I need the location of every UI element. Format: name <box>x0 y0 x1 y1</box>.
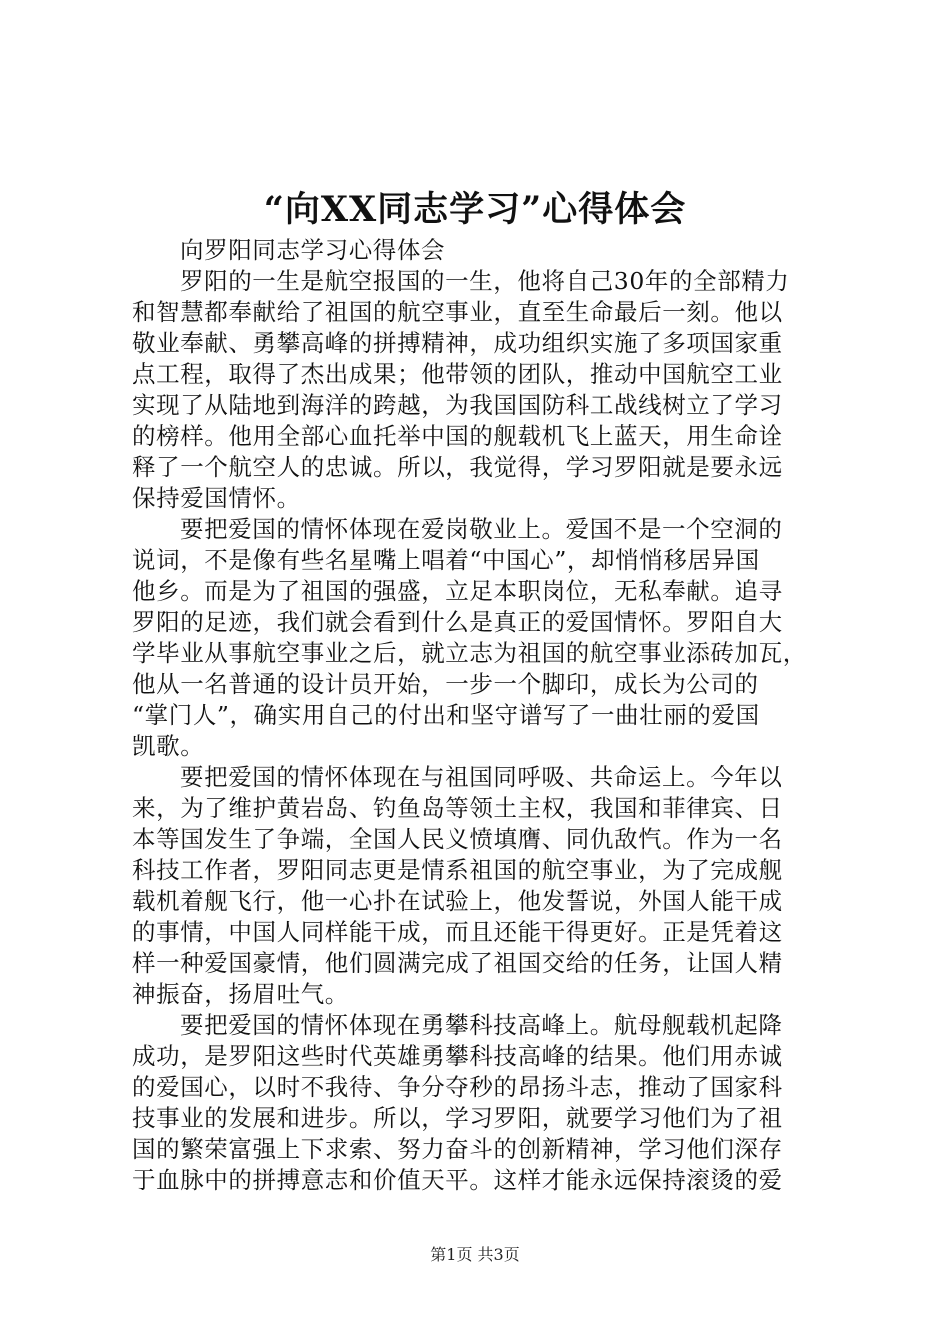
body-line: 的事情，中国人同样能干成，而且还能干得更好。正是凭着这 <box>132 918 783 946</box>
body-line: 说词，不是像有些名星嘴上唱着“中国心”，却悄悄移居异国 <box>132 546 760 574</box>
body-line: 敬业奉献、勇攀高峰的拼搏精神，成功组织实施了多项国家重 <box>132 329 783 357</box>
body-line: 技事业的发展和进步。所以，学习罗阳，就要学习他们为了祖 <box>132 1104 783 1132</box>
body-line: 保持爱国情怀。 <box>132 484 301 512</box>
body-line: 点工程，取得了杰出成果；他带领的团队，推动中国航空工业 <box>132 360 783 388</box>
body-line: 科技工作者，罗阳同志更是情系祖国的航空事业，为了完成舰 <box>132 856 783 884</box>
body-line: 和智慧都奉献给了祖国的航空事业，直至生命最后一刻。他以 <box>132 298 783 326</box>
body-line: 罗阳的一生是航空报国的一生，他将自己30年的全部精力 <box>180 267 790 295</box>
body-line: 要把爱国的情怀体现在与祖国同呼吸、共命运上。今年以 <box>180 763 783 791</box>
body-line: 成功，是罗阳这些时代英雄勇攀科技高峰的结果。他们用赤诚 <box>132 1042 783 1070</box>
body-line: 来，为了维护黄岩岛、钓鱼岛等领土主权，我国和菲律宾、日 <box>132 794 783 822</box>
body-line: 载机着舰飞行，他一心扑在试验上，他发誓说，外国人能干成 <box>132 887 783 915</box>
document-title: “向XX同志学习”心得体会 <box>263 189 687 230</box>
body-line: 向罗阳同志学习心得体会 <box>180 236 446 264</box>
body-line: 样一种爱国豪情，他们圆满完成了祖国交给的任务，让国人精 <box>132 949 783 977</box>
body-line: 要把爱国的情怀体现在勇攀科技高峰上。航母舰载机起降 <box>180 1011 783 1039</box>
body-line: “掌门人”，确实用自己的付出和坚守谱写了一曲壮丽的爱国 <box>132 701 760 729</box>
body-line: 本等国发生了争端，全国人民义愤填膺、同仇敌忾。作为一名 <box>132 825 783 853</box>
body-line: 于血脉中的拼搏意志和价值天平。这样才能永远保持滚烫的爱 <box>132 1166 783 1194</box>
body-line: 神振奋，扬眉吐气。 <box>132 980 349 1008</box>
body-line: 国的繁荣富强上下求索、努力奋斗的创新精神，学习他们深存 <box>132 1135 783 1163</box>
body-line: 实现了从陆地到海洋的跨越，为我国国防科工战线树立了学习 <box>132 391 783 419</box>
page-number-footer: 第1页 共3页 <box>430 1245 520 1264</box>
body-line: 他乡。而是为了祖国的强盛，立足本职岗位，无私奉献。追寻 <box>132 577 783 605</box>
body-line: 学毕业从事航空事业之后，就立志为祖国的航空事业添砖加瓦， <box>132 639 807 667</box>
document-body <box>132 235 832 1196</box>
body-line: 凯歌。 <box>132 732 205 760</box>
body-line: 要把爱国的情怀体现在爱岗敬业上。爱国不是一个空洞的 <box>180 515 783 543</box>
body-line: 的爱国心，以时不我待、争分夺秒的昂扬斗志，推动了国家科 <box>132 1073 783 1101</box>
body-line: 释了一个航空人的忠诚。所以，我觉得，学习罗阳就是要永远 <box>132 453 783 481</box>
body-line: 的榜样。他用全部心血托举中国的舰载机飞上蓝天，用生命诠 <box>132 422 783 450</box>
body-line: 他从一名普通的设计员开始，一步一个脚印，成长为公司的 <box>132 670 759 698</box>
body-line: 罗阳的足迹，我们就会看到什么是真正的爱国情怀。罗阳自大 <box>132 608 783 636</box>
